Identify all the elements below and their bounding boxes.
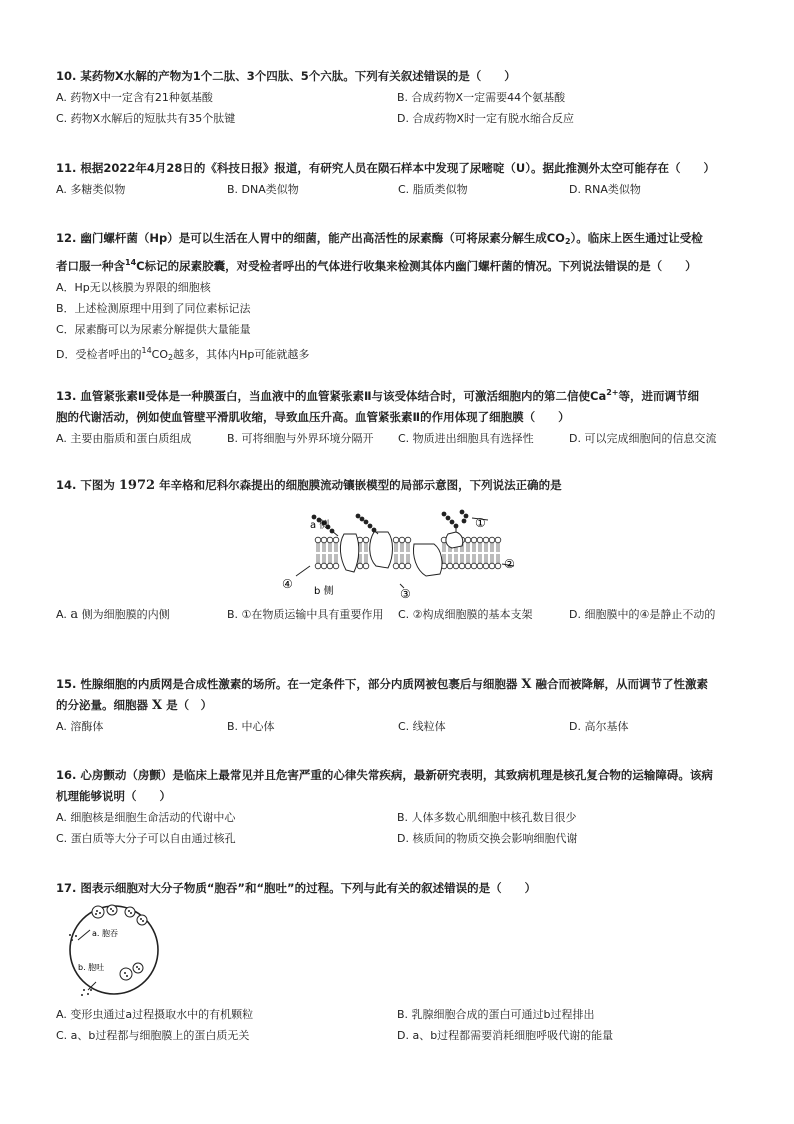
phospholipid-head <box>495 537 501 543</box>
option-text: 越多，其体内Hp可能就越多 <box>173 348 310 361</box>
option-d: D. 核质间的物质交换会影响细胞代谢 <box>397 832 578 845</box>
phospholipid-head <box>315 563 321 569</box>
stem-text: 年辛格和尼科尔森提出的细胞膜流动镶嵌模型的局部示意图，下列说法正确的是 <box>155 478 562 492</box>
phospholipid-head <box>393 563 399 569</box>
stem-text: ）。临床上医生通过让受检 <box>570 231 703 245</box>
option-a <box>56 604 227 625</box>
phospholipid-head <box>477 563 483 569</box>
stem-text: 14. 下图为 <box>56 478 119 492</box>
question-17-options <box>56 1004 746 1046</box>
option-b: B. 乳腺细胞合成的蛋白可通过b过程排出 <box>397 1008 595 1021</box>
question-15 <box>56 674 746 737</box>
subscript: 2 <box>168 353 174 362</box>
option-c: C. a、b过程都与细胞膜上的蛋白质无关 <box>56 1029 250 1042</box>
option-letter: a <box>70 607 79 622</box>
option-d: D. 可以完成细胞间的信息交流 <box>569 432 717 445</box>
question-16-stem-line2: 机理能够说明（ ） <box>56 789 171 803</box>
option-text: A. <box>56 608 71 621</box>
phospholipid-head <box>357 563 363 569</box>
option-text: D．受检者呼出的 <box>56 348 142 361</box>
organelle-x: X <box>152 698 163 713</box>
option-d: D. RNA类似物 <box>569 183 641 196</box>
phospholipid-head <box>477 537 483 543</box>
option-c: C．尿素酶可以为尿素分解提供大量能量 <box>56 323 251 336</box>
label-a-side: a 侧 <box>310 520 330 531</box>
marker-1: ① <box>475 516 486 530</box>
phospholipid-head <box>447 563 453 569</box>
subscript: 2 <box>564 237 571 246</box>
option-d: D. 合成药物X时一定有脱水缩合反应 <box>397 112 574 125</box>
option-b: B. ①在物质运输中具有重要作用 <box>227 608 384 621</box>
transmembrane-protein <box>340 534 358 572</box>
option-c: C. 蛋白质等大分子可以自由通过核孔 <box>56 832 236 845</box>
option-a: A. 药物X中一定含有21种氨基酸 <box>56 91 213 104</box>
stem-text: 12. 幽门螺杆菌（Hp）是可以生活在人胃中的细菌，能产出高活性的尿素酶（可将尿素分解生成CO <box>56 231 565 245</box>
phospholipid-head <box>483 563 489 569</box>
question-13 <box>56 382 746 449</box>
marker-3: ③ <box>400 587 411 600</box>
superscript: 2+ <box>606 388 619 397</box>
option-a: A. 细胞核是细胞生命活动的代谢中心 <box>56 811 236 824</box>
option-c: C. 物质进出细胞具有选择性 <box>398 432 534 445</box>
option-text: 侧为细胞膜的内侧 <box>78 608 170 621</box>
endocytosis-figure <box>56 904 172 1000</box>
option-b: B. 中心体 <box>227 720 275 733</box>
stem-year: 1972 <box>118 478 156 493</box>
stem-text: 融合而被降解，从而调节了性激素 <box>531 677 708 691</box>
stem-text: 13. 血管紧张素Ⅱ受体是一种膜蛋白，当血液中的血管紧张素Ⅱ与该受体结合时，可激活细胞内的第二信使Ca <box>56 389 607 403</box>
question-12-stem-line2 <box>56 252 746 277</box>
phospholipid-head <box>333 563 339 569</box>
question-17-stem: 17. 图表示细胞对大分子物质“胞吞”和“胞吐”的过程。下列与此有关的叙述错误的是（ ） <box>56 881 537 895</box>
question-14-stem <box>56 475 746 496</box>
option-b: B．上述检测原理中用到了同位素标记法 <box>56 302 251 315</box>
phospholipid-head <box>315 537 321 543</box>
stem-text: 的分泌量。细胞器 <box>56 698 153 712</box>
question-17 <box>56 878 746 899</box>
marker-4: ④ <box>282 577 293 591</box>
option-a: A. 多糖类似物 <box>56 183 126 196</box>
option-d: D. 细胞膜中的④是静止不动的 <box>569 608 716 621</box>
surface-protein <box>446 532 463 548</box>
peripheral-protein <box>414 544 443 576</box>
phospholipid-head <box>465 563 471 569</box>
stem-text: 是（ ） <box>162 698 213 712</box>
option-d <box>56 340 746 368</box>
phospholipid-head <box>453 563 459 569</box>
option-b: B. 人体多数心肌细胞中核孔数目很少 <box>397 811 577 824</box>
option-a: A. 溶酶体 <box>56 720 104 733</box>
question-10-stem: 10. 某药物X水解的产物为1个二肽、3个四肽、5个六肽。下列有关叙述错误的是（ ） <box>56 69 516 83</box>
question-13-stem-line1 <box>56 382 746 407</box>
phospholipid-head <box>399 563 405 569</box>
superscript: 14 <box>125 258 137 267</box>
membrane-model-figure <box>276 504 526 600</box>
phospholipid-head <box>483 537 489 543</box>
option-b: B. 可将细胞与外界环境分隔开 <box>227 432 374 445</box>
label-endocytosis: a. 胞吞 <box>92 929 118 938</box>
stem-text: 者口服一种含 <box>56 259 125 273</box>
question-12 <box>56 228 746 368</box>
stem-text: 15. 性腺细胞的内质网是合成性激素的场所。在一定条件下，部分内质网被包裹后与细胞器 <box>56 677 522 691</box>
question-11 <box>56 158 746 200</box>
phospholipid-head <box>327 537 333 543</box>
superscript: 14 <box>141 346 152 355</box>
phospholipid-head <box>393 537 399 543</box>
phospholipid-head <box>327 563 333 569</box>
question-10 <box>56 66 746 129</box>
phospholipid-head <box>399 537 405 543</box>
option-c: C. 线粒体 <box>398 720 446 733</box>
option-a: A. 主要由脂质和蛋白质组成 <box>56 432 192 445</box>
marker-2: ② <box>504 557 515 571</box>
phospholipid-head <box>489 537 495 543</box>
question-11-stem: 11. 根据2022年4月28日的《科技日报》报道，有研究人员在陨石样本中发现了尿嘧啶（U）。据此推测外太空可能存在（ ） <box>56 161 715 175</box>
phospholipid-head <box>321 563 327 569</box>
option-b: B. 合成药物X一定需要44个氨基酸 <box>397 91 566 104</box>
label-exocytosis: b. 胞吐 <box>78 963 105 972</box>
option-b: B. DNA类似物 <box>227 183 299 196</box>
option-c: C. 药物X水解后的短肽共有35个肽键 <box>56 112 236 125</box>
phospholipid-head <box>333 537 339 543</box>
phospholipid-head <box>471 537 477 543</box>
option-a: A. 变形虫通过a过程摄取水中的有机颗粒 <box>56 1008 254 1021</box>
question-14 <box>56 475 746 496</box>
phospholipid-head <box>495 563 501 569</box>
embedded-protein <box>370 532 393 568</box>
phospholipid-head <box>405 537 411 543</box>
label-b-side: b 侧 <box>314 586 334 597</box>
phospholipid-head <box>321 537 327 543</box>
phospholipid-head <box>363 537 369 543</box>
option-text: CO <box>151 348 169 361</box>
question-14-options <box>56 604 746 625</box>
stem-text: 等，进而调节细 <box>618 389 700 403</box>
question-15-stem-line2 <box>56 695 746 716</box>
question-16 <box>56 765 746 849</box>
question-12-stem-line1 <box>56 228 746 252</box>
phospholipid-head <box>363 563 369 569</box>
phospholipid-head <box>471 563 477 569</box>
phospholipid-head <box>465 537 471 543</box>
phospholipid-head <box>459 563 465 569</box>
question-16-stem-line1: 16. 心房颤动（房颤）是临床上最常见并且危害严重的心律失常疾病，最新研究表明，其致病机理是核孔复合物的运输障碍。该病 <box>56 768 713 782</box>
option-c: C. 脂质类似物 <box>398 183 468 196</box>
phospholipid-head <box>405 563 411 569</box>
option-c: C. ②构成细胞膜的基本支架 <box>398 608 533 621</box>
phospholipid-head <box>489 563 495 569</box>
option-d: D. a、b过程都需要消耗细胞呼吸代谢的能量 <box>397 1029 614 1042</box>
question-13-stem-line2: 胞的代谢活动，例如使血管壁平滑肌收缩，导致血压升高。血管紧张素Ⅱ的作用体现了细胞膜（ ） <box>56 410 570 424</box>
organelle-x: X <box>521 677 532 692</box>
glycoprotein-chains <box>312 510 469 534</box>
option-d: D. 高尔基体 <box>569 720 629 733</box>
question-15-stem-line1 <box>56 674 746 695</box>
stem-text: C标记的尿素胶囊，对受检者呼出的气体进行收集来检测其体内幽门螺杆菌的情况。下列说法错误的是（ ） <box>136 259 697 273</box>
option-a: A．Hp无以核膜为界限的细胞核 <box>56 281 211 294</box>
